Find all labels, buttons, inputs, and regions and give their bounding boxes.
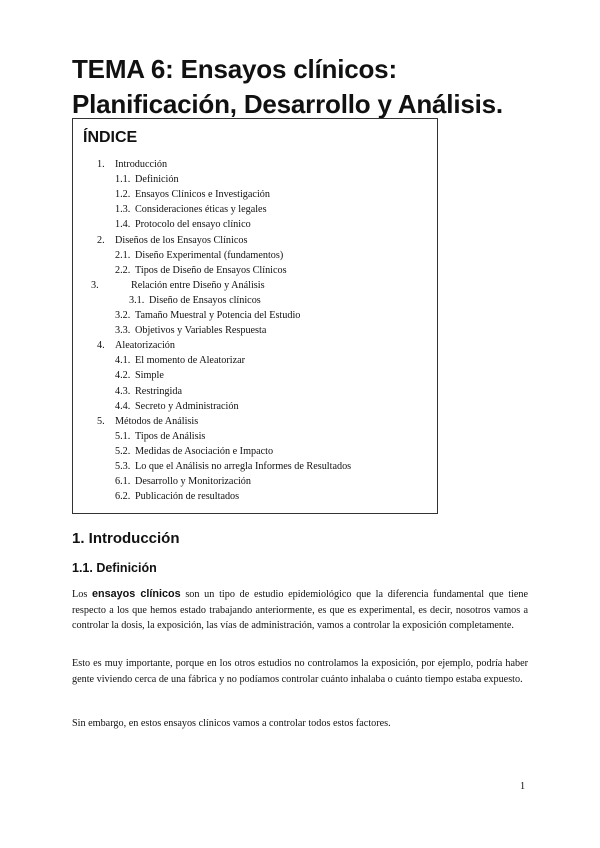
toc-item-number: 5.	[97, 415, 105, 427]
toc-item	[115, 491, 239, 503]
toc-item-number: 5.3.	[115, 461, 131, 472]
toc-item-number: 3.	[91, 279, 99, 291]
toc-item-text: Definición	[135, 174, 179, 186]
toc-item-text: Métodos de Análisis	[115, 415, 199, 427]
toc-item-number: 3.2.	[115, 310, 131, 321]
toc-item-text: Lo que el Análisis no arregla Informes de Resultados	[135, 461, 352, 472]
toc-item-text: Diseños de los Ensayos Clínicos	[115, 234, 248, 246]
toc-item-number: 1.2.	[115, 189, 131, 201]
toc-item	[115, 401, 239, 413]
title-line-2: Planificación, Desarrollo y Análisis.	[72, 89, 503, 119]
toc-item-text: Medidas de Asociación e Impacto	[135, 445, 274, 457]
page-number: 1	[520, 781, 526, 792]
toc-item-number: 4.	[97, 340, 105, 352]
toc-item	[115, 265, 287, 277]
toc-item-text: Tamaño Muestral y Potencia del Estudio	[135, 310, 301, 321]
toc-item	[97, 235, 247, 247]
toc-item-text: Simple	[135, 370, 164, 382]
toc-item-text: El momento de Aleatorizar	[135, 355, 246, 367]
toc-item-number: 3.1.	[129, 294, 145, 306]
toc-item	[115, 325, 266, 337]
toc-item-number: 5.1.	[115, 430, 131, 442]
toc-item-text: Diseño Experimental (fundamentos)	[135, 249, 284, 261]
toc-item-text: Restringida	[135, 385, 182, 397]
toc-item	[115, 431, 205, 443]
toc-item	[115, 310, 300, 322]
toc-item-number: 2.1.	[115, 249, 131, 261]
paragraph-1-before: Los	[72, 589, 88, 600]
toc-item-text: Secreto y Administración	[135, 400, 239, 412]
toc-heading: ÍNDICE	[83, 129, 138, 146]
toc-item-text: Tipos de Diseño de Ensayos Clínicos	[135, 264, 287, 276]
toc-item	[115, 370, 164, 382]
toc-item-text: Desarrollo y Monitorización	[135, 476, 251, 488]
toc-item	[97, 416, 198, 428]
toc-item-text: Protocolo del ensayo clínico	[135, 219, 251, 231]
toc-item-text: Consideraciones éticas y legales	[135, 204, 267, 216]
toc-item	[115, 189, 270, 201]
toc-item-text: Diseño de Ensayos clínicos	[149, 294, 261, 306]
paragraph-1	[72, 587, 528, 634]
toc-item-text: Publicación de resultados	[135, 491, 240, 503]
toc-item	[97, 159, 167, 171]
toc-item	[115, 461, 351, 473]
toc-item-number: 6.1.	[115, 476, 131, 488]
toc-item-text: Ensayos Clínicos e Investigación	[135, 189, 270, 201]
toc-item-number: 3.3.	[115, 325, 131, 337]
toc-item-number: 2.2.	[115, 264, 131, 276]
page-title	[72, 52, 552, 122]
paragraph-1-after: son un tipo de estudio epidemiológico que la diferencia fundamental que tiene respecto a los que hemos estado trabajando anteriormente, es que es experimental, es decir, nosotros vamos a controlar la dosis, la exposición, las vías de administración, vamos a controlar la exposición completamente.	[72, 589, 529, 631]
toc-item	[115, 476, 251, 488]
toc-item-number: 4.3.	[115, 385, 131, 397]
toc-item-number: 1.1.	[115, 174, 131, 186]
toc-item-text: Introducción	[115, 159, 168, 170]
toc-item-number: 1.4.	[115, 219, 131, 231]
paragraph-2: Esto es muy importante, porque en los otros estudios no controlamos la exposición, por ejemplo, podría haber gente viviendo cerca de una fábrica y no podíamos controlar cuánto inhalaba o cuánto tiempo estaba expuesto.	[72, 658, 528, 685]
toc-item	[97, 340, 175, 352]
section-heading: 1. Introducción	[72, 530, 180, 547]
toc-item	[115, 355, 245, 367]
toc-item	[115, 250, 283, 262]
toc-item-number: 4.2.	[115, 370, 131, 382]
toc-item	[115, 219, 251, 231]
subsection-heading: 1.1. Definición	[72, 561, 157, 575]
title-line-1: TEMA 6: Ensayos clínicos:	[72, 54, 397, 84]
toc-item-text: Aleatorización	[115, 340, 175, 352]
table-of-contents	[72, 118, 438, 514]
toc-item	[91, 280, 265, 292]
toc-item-number: 4.1.	[115, 355, 131, 367]
toc-item-number: 5.2.	[115, 445, 131, 457]
toc-item-number: 6.2.	[115, 491, 131, 503]
toc-item-text: Objetivos y Variables Respuesta	[135, 325, 267, 337]
toc-item	[115, 204, 267, 216]
toc-item-number: 4.4.	[115, 400, 131, 412]
toc-item	[129, 295, 261, 307]
toc-item	[115, 386, 182, 398]
toc-item-number: 1.	[97, 159, 105, 170]
paragraph-1-lead: ensayos clínicos	[92, 588, 181, 600]
paragraph-3: Sin embargo, en estos ensayos clínicos vamos a controlar todos estos factores.	[72, 718, 391, 729]
toc-item	[115, 446, 273, 458]
toc-item-number: 1.3.	[115, 204, 131, 216]
toc-item-number: 2.	[97, 234, 105, 246]
toc-item-text: Tipos de Análisis	[135, 430, 206, 442]
toc-item	[115, 174, 179, 186]
toc-item-text: Relación entre Diseño y Análisis	[131, 279, 265, 291]
